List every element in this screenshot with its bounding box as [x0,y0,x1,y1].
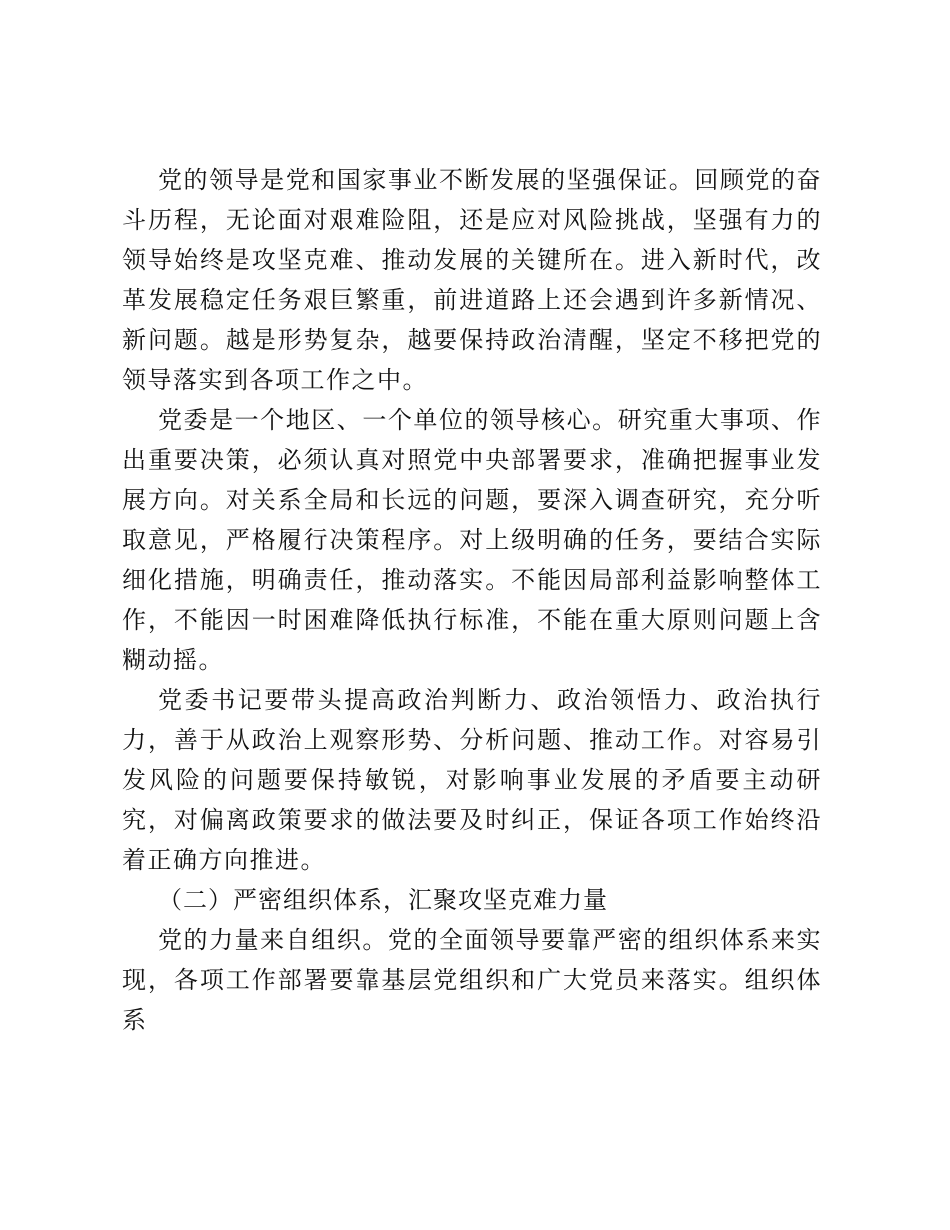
paragraph-2: 党委是一个地区、一个单位的领导核心。研究重大事项、作出重要决策，必须认真对照党中央部署要求，准确把握事业发展方向。对关系全局和长远的问题，要深入调查研究，充分听取意见，严格履行决策程序。对上级明确的任务，要结合实际细化措施，明确责任，推动落实。不能因局部利益影响整体工作，不能因一时困难降低执行标准，不能在重大原则问题上含糊动摇。 [122,406,822,674]
document-page [122,160,822,1040]
paragraph-4: 党的力量来自组织。党的全面领导要靠严密的组织体系来实现，各项工作部署要靠基层党组织和广大党员来落实。组织体系 [122,926,822,1034]
section-heading: （二）严密组织体系，汇聚攻坚克难力量 [158,886,608,914]
paragraph-3: 党委书记要带头提高政治判断力、政治领悟力、政治执行力，善于从政治上观察形势、分析问题、推动工作。对容易引发风险的问题要保持敏锐，对影响事业发展的矛盾要主动研究，对偏离政策要求的做法要及时纠正，保证各项工作始终沿着正确方向推进。 [122,686,822,874]
paragraph-1: 党的领导是党和国家事业不断发展的坚强保证。回顾党的奋斗历程，无论面对艰难险阻，还是应对风险挑战，坚强有力的领导始终是攻坚克难、推动发展的关键所在。进入新时代，改革发展稳定任务艰巨繁重，前进道路上还会遇到许多新情况、新问题。越是形势复杂，越要保持政治清醒，坚定不移把党的领导落实到各项工作之中。 [122,166,822,394]
